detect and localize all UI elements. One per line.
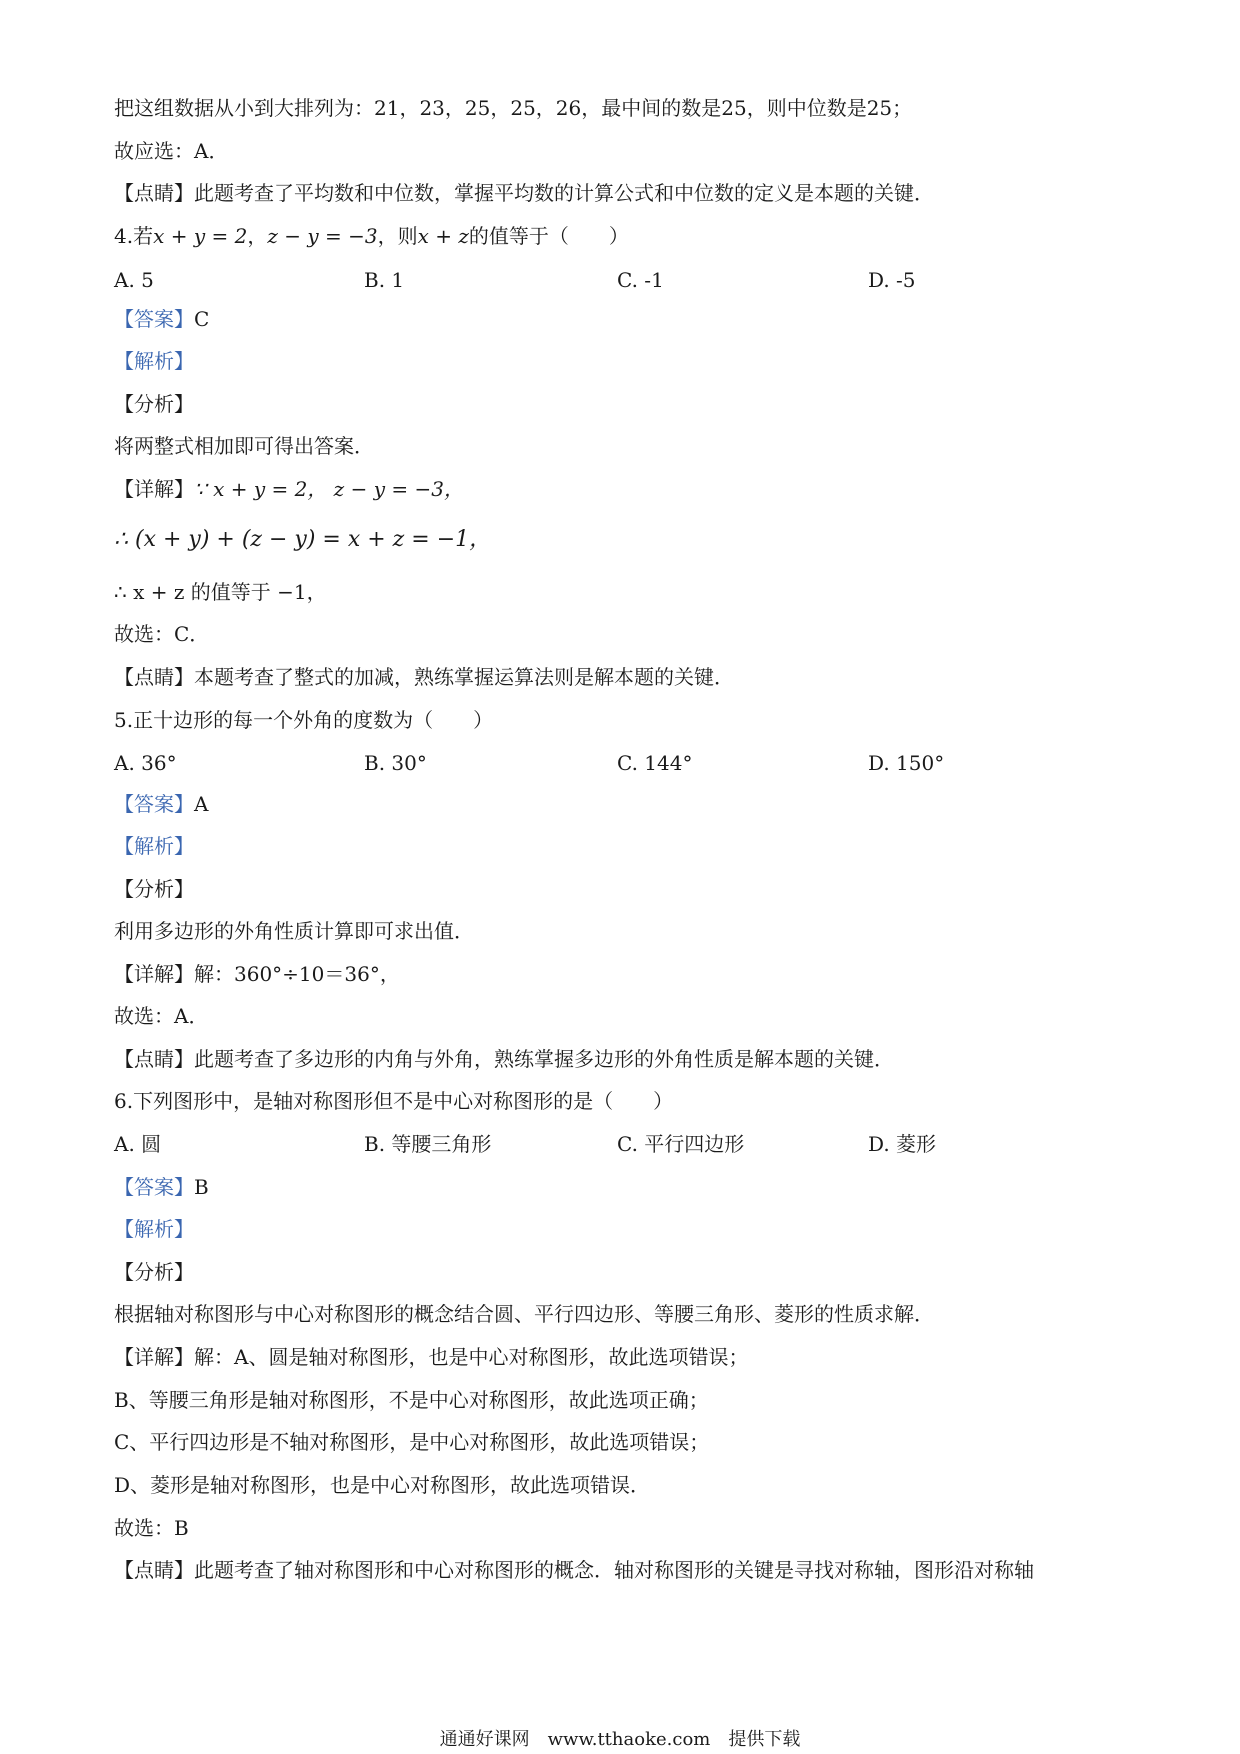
q4-choice: 故选：C． [114,622,210,646]
q5-option-b: B. 30° [364,751,427,775]
q4-detail [114,475,464,503]
q4-expr: x + z [417,224,469,248]
answer-value: B [194,1175,209,1199]
q6-detail-a: 【详解】解：A、圆是轴对称图形，也是中心对称图形，故此选项错误； [114,1345,749,1369]
q4-stem [114,222,629,250]
q5-fenxi-label: 【分析】 [114,877,194,901]
q6-detail-d: D、菱形是轴对称图形，也是中心对称图形，故此选项错误． [114,1473,651,1497]
q4-mid: ，则 [377,224,418,248]
q6-option-b: B. 等腰三角形 [364,1132,492,1156]
q6-option-d: D. 菱形 [868,1132,937,1156]
q6-tip: 【点睛】此题考查了轴对称图形和中心对称图形的概念．轴对称图形的关键是寻找对称轴，图形沿对称轴 [114,1558,1034,1582]
tip-line: 【点睛】此题考查了平均数和中位数，掌握平均数的计算公式和中位数的定义是本题的关键． [114,181,934,205]
q6-fenxi: 根据轴对称图形与中心对称图形的概念结合圆、平行四边形、等腰三角形、菱形的性质求解． [114,1302,934,1326]
q5-option-c: C. 144° [617,751,693,775]
answer-value: A [194,792,209,816]
q6-stem: 6.下列图形中，是轴对称图形但不是中心对称图形的是（ ） [114,1089,674,1113]
q5-answer [114,790,208,818]
sort-line: 把这组数据从小到大排列为：21，23，25，25，26，最中间的数是25，则中位数是25； [114,96,913,120]
q6-analysis-label: 【解析】 [114,1217,194,1241]
q4-prefix: 4.若 [114,224,154,248]
q5-detail: 【详解】解：360°÷10＝36°， [114,962,400,986]
answer-label: 【答案】 [114,792,194,816]
q6-detail-b: B、等腰三角形是轴对称图形，不是中心对称图形，故此选项正确； [114,1388,709,1412]
q4-option-c: C. -1 [617,268,664,292]
detail-eq: ∵ x + y = 2， z − y = −3， [194,477,464,501]
answer-label: 【答案】 [114,307,194,331]
footer-credit: 通通好课网 www.tthaoke.com 提供下载 [439,1729,801,1750]
q5-tip: 【点睛】此题考查了多边形的内角与外角，熟练掌握多边形的外角性质是解本题的关键． [114,1047,894,1071]
choice-line: 故应选：A． [114,139,229,163]
q4-answer [114,305,209,333]
answer-label: 【答案】 [114,1175,194,1199]
q5-option-a: A. 36° [114,751,177,775]
q6-answer [114,1173,209,1201]
q4-sep: ， [247,224,268,248]
q6-fenxi-label: 【分析】 [114,1260,194,1284]
q5-analysis-label: 【解析】 [114,834,194,858]
q4-option-b: B. 1 [364,268,405,292]
q5-option-d: D. 150° [868,751,945,775]
q4-suffix: 的值等于（ ） [468,224,629,248]
answer-value: C [194,307,210,331]
q4-eq2: z − y = −3 [267,224,378,248]
q6-option-a: A. 圆 [114,1132,162,1156]
q6-detail-c: C、平行四边形是不轴对称图形，是中心对称图形，故此选项错误； [114,1430,710,1454]
q4-analysis-label: 【解析】 [114,349,194,373]
q4-option-d: D. -5 [868,268,916,292]
q4-fenxi-label: 【分析】 [114,392,194,416]
q6-choice: 故选：B [114,1516,189,1540]
q4-option-a: A. 5 [114,268,154,292]
q4-eq1: x + y = 2 [153,224,248,248]
q4-tip: 【点睛】本题考查了整式的加减，熟练掌握运算法则是解本题的关键． [114,665,734,689]
q5-choice: 故选：A． [114,1004,209,1028]
q4-step2: ∴ x + z 的值等于 −1， [114,580,327,604]
q6-option-c: C. 平行四边形 [617,1132,745,1156]
q4-fenxi: 将两整式相加即可得出答案． [114,434,374,458]
q5-fenxi: 利用多边形的外角性质计算即可求出值． [114,919,474,943]
detail-label: 【详解】 [114,477,194,501]
q4-step1: ∴ (x + y) + (z − y) = x + z = −1， [114,527,492,552]
q5-stem: 5.正十边形的每一个外角的度数为（ ） [114,708,494,732]
